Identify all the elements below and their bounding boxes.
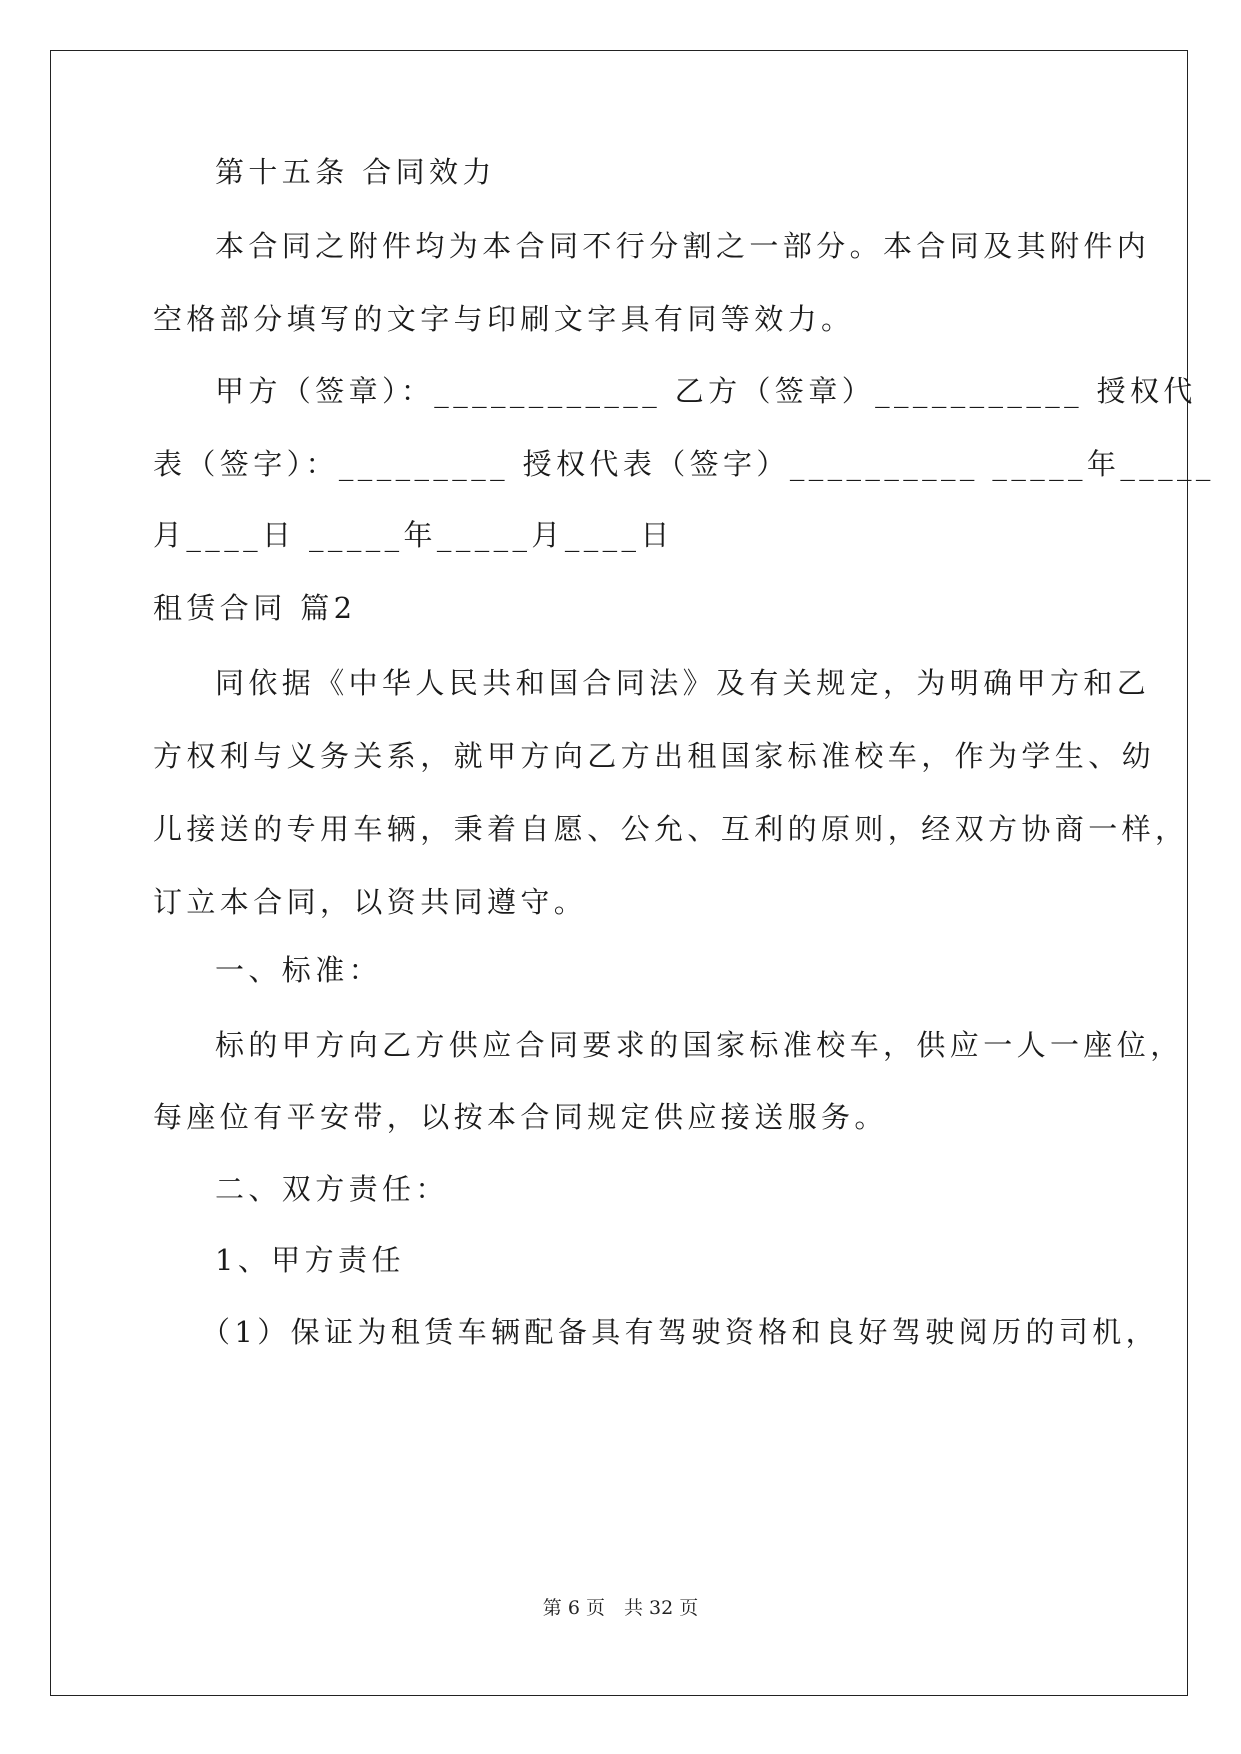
paragraph-line: 同依据《中华人民共和国合同法》及有关规定，为明确甲方和乙 [215,666,1151,700]
document-title: 租赁合同 篇2 [153,591,357,625]
signature-line: 表（签字）：_________ 授权代表（签字）__________ _____年_____ [153,447,1215,481]
paragraph-line: 空格部分填写的文字与印刷文字具有同等效力。 [153,302,855,336]
date-line: 月____日 _____年_____月____日 [153,518,674,552]
paragraph-line: 每座位有平安带，以按本合同规定供应接送服务。 [153,1100,888,1134]
list-item: （1）保证为租赁车辆配备具有驾驶资格和良好驾驶阅历的司机， [201,1315,1160,1349]
section-heading: 第十五条 合同效力 [215,155,496,189]
page-number: 第 6 页 共 32 页 [542,1597,699,1619]
section-heading: 二、双方责任： [215,1172,449,1206]
paragraph-line: 订立本合同，以资共同遵守。 [153,885,588,919]
paragraph-line: 本合同之附件均为本合同不行分割之一部分。本合同及其附件内 [215,229,1151,263]
section-heading: 一、标准： [215,953,383,987]
page-border [50,50,1188,1696]
subsection-heading: 1、甲方责任 [215,1243,405,1277]
paragraph-line: 方权利与义务关系，就甲方向乙方出租国家标准校车，作为学生、幼 [153,739,1156,773]
signature-line: 甲方（签章）：____________ 乙方（签章）___________ 授权代 [215,374,1197,408]
paragraph-line: 儿接送的专用车辆，秉着自愿、公允、互利的原则，经双方协商一样， [153,812,1189,846]
paragraph-line: 标的甲方向乙方供应合同要求的国家标准校车，供应一人一座位， [215,1028,1184,1062]
